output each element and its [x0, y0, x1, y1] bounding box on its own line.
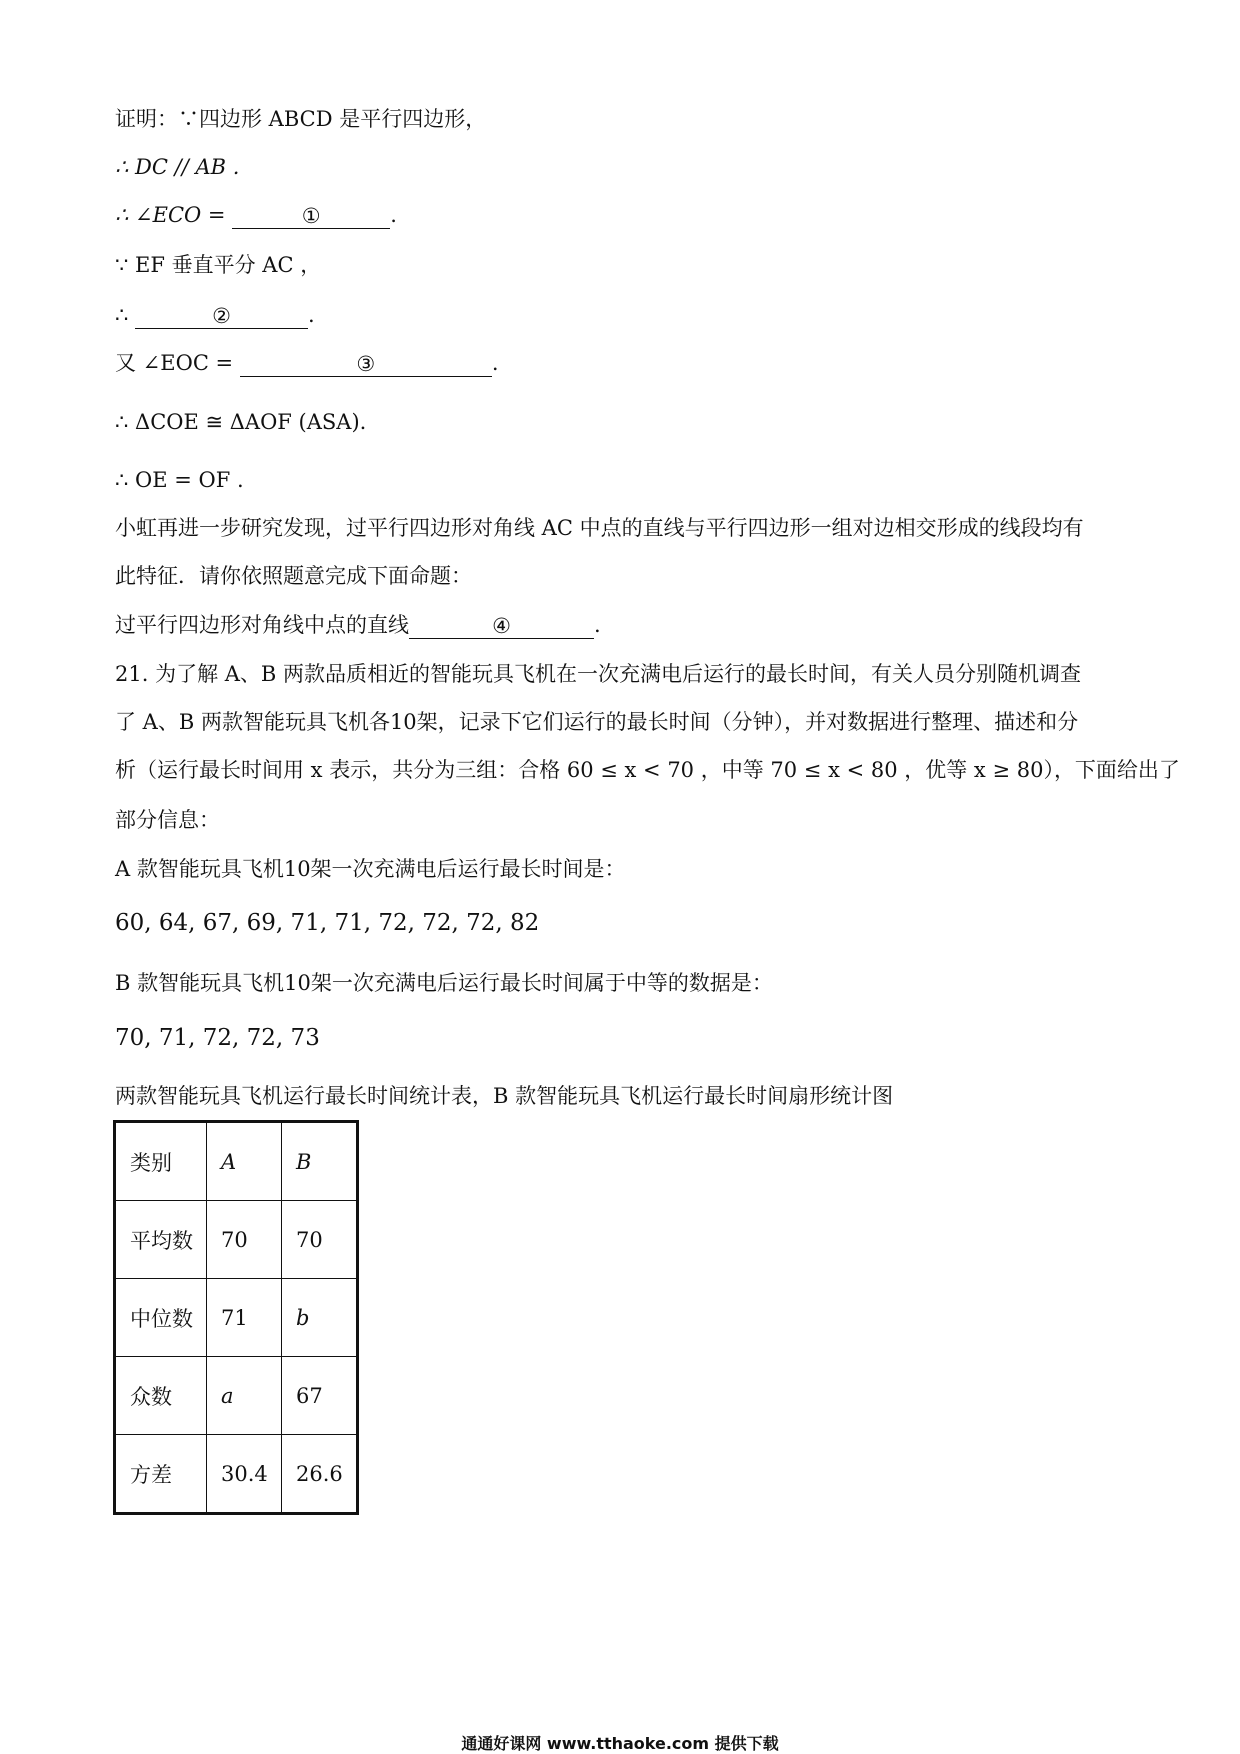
- table-cell: 26.6: [282, 1435, 358, 1514]
- table-cell: b: [282, 1279, 358, 1357]
- extension-prompt-prefix: 过平行四边形对角线中点的直线: [115, 613, 409, 637]
- table-cell: B: [282, 1122, 358, 1201]
- proof-line-8: ∴ OE = OF .: [115, 468, 244, 492]
- b-data-label: B 款智能玩具飞机10架一次充满电后运行最长时间属于中等的数据是：: [115, 971, 773, 995]
- table-cell: 平均数: [115, 1201, 207, 1279]
- statistics-caption: 两款智能玩具飞机运行最长时间统计表，B 款智能玩具飞机运行最长时间扇形统计图: [115, 1084, 894, 1108]
- proof-line-6-suffix: .: [491, 351, 499, 375]
- question-21-line-1: 21. 为了解 A、B 两款品质相近的智能玩具飞机在一次充满电后运行的最长时间，有关人员分别随机调查: [115, 662, 1082, 686]
- a-data-values: 60, 64, 67, 69, 71, 71, 72, 72, 72, 82: [115, 910, 540, 936]
- table-row: [115, 1279, 358, 1357]
- extension-prompt-suffix: .: [594, 613, 601, 637]
- table-cell: 众数: [115, 1357, 207, 1435]
- table-row: [115, 1435, 358, 1514]
- question-21-line-3: 析（运行最长时间用 x 表示，共分为三组：合格 60 ≤ x < 70 ，中等 70 ≤ x < 80 ，优等 x ≥ 80），下面给出了: [115, 758, 1180, 782]
- blank-1: ①: [232, 202, 390, 229]
- proof-line-5: [115, 301, 315, 329]
- b-data-values: 70, 71, 72, 72, 73: [115, 1025, 320, 1051]
- proof-line-7: ∴ ΔCOE ≅ ΔAOF (ASA).: [115, 410, 367, 434]
- extension-prompt: [115, 611, 601, 639]
- table-row: [115, 1357, 358, 1435]
- page-footer: 通通好课网 www.tthaoke.com 提供下载: [461, 1734, 779, 1753]
- blank-2: ②: [135, 302, 308, 329]
- proof-line-1: 证明：∵四边形 ABCD 是平行四边形，: [115, 107, 487, 131]
- extension-paragraph-1: 小虹再进一步研究发现，过平行四边形对角线 AC 中点的直线与平行四边形一组对边相交形成的线段均有: [115, 516, 1084, 540]
- table-cell: 类别: [115, 1122, 207, 1201]
- table-row: [115, 1122, 358, 1201]
- question-21-line-2: 了 A、B 两款智能玩具飞机各10架，记录下它们运行的最长时间（分钟），并对数据进行整理、描述和分: [115, 710, 1079, 734]
- table-cell: 70: [207, 1201, 282, 1279]
- table-cell: 方差: [115, 1435, 207, 1514]
- proof-line-3-prefix: ∴ ∠ECO =: [115, 203, 233, 227]
- table-cell: 71: [207, 1279, 282, 1357]
- table-cell: A: [207, 1122, 282, 1201]
- proof-line-3: [115, 201, 397, 229]
- proof-line-4: ∵ EF 垂直平分 AC ，: [115, 253, 322, 277]
- extension-paragraph-2: 此特征．请你依照题意完成下面命题：: [115, 564, 472, 588]
- table-cell: 70: [282, 1201, 358, 1279]
- proof-line-2: ∴ DC // AB .: [115, 155, 240, 179]
- blank-4: ④: [409, 612, 594, 639]
- question-21-line-4: 部分信息：: [115, 808, 220, 832]
- proof-line-6-prefix: 又 ∠EOC =: [115, 351, 240, 375]
- table-cell: 67: [282, 1357, 358, 1435]
- proof-line-5-suffix: .: [308, 303, 315, 327]
- a-data-label: A 款智能玩具飞机10架一次充满电后运行最长时间是：: [115, 857, 626, 881]
- table-cell: a: [207, 1357, 282, 1435]
- proof-line-3-suffix: .: [390, 203, 397, 227]
- blank-3: ③: [240, 350, 492, 377]
- proof-line-5-prefix: ∴: [115, 303, 136, 327]
- table-cell: 30.4: [207, 1435, 282, 1514]
- table-cell: 中位数: [115, 1279, 207, 1357]
- proof-line-6: [115, 349, 499, 377]
- statistics-table: [113, 1120, 359, 1515]
- table-row: [115, 1201, 358, 1279]
